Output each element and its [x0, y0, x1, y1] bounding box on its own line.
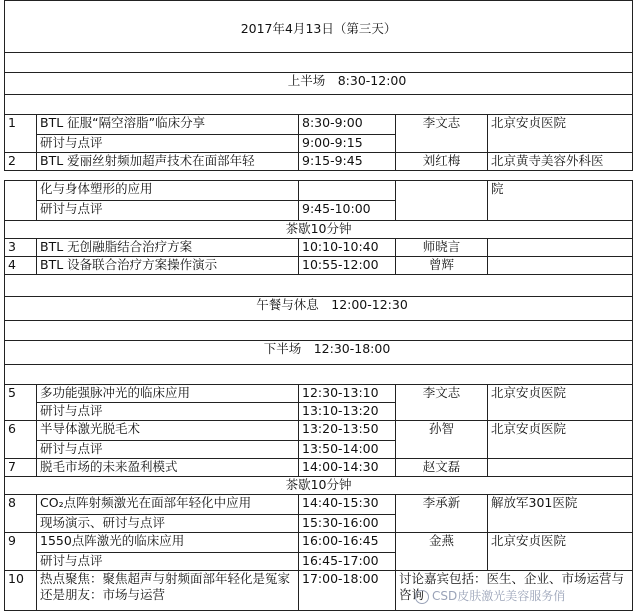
- org-cell: 北京安贞医院: [488, 115, 633, 153]
- time-cell: 9:15-9:45: [299, 153, 396, 171]
- row-number: 9: [5, 533, 37, 553]
- org-cell: [488, 257, 633, 275]
- lunch-break: 午餐与休息 12:00-12:30: [5, 297, 633, 321]
- speaker-cell: 刘红梅: [396, 153, 488, 171]
- time-cell: [299, 181, 396, 201]
- time-cell: 14:00-14:30: [299, 459, 396, 477]
- tea-break-2: 茶歇10分钟: [5, 477, 633, 495]
- row-number: 8: [5, 495, 37, 515]
- org-cell: 北京安贞医院: [488, 385, 633, 421]
- blank-row: [5, 365, 633, 385]
- time-cell: 10:55-12:00: [299, 257, 396, 275]
- time-cell: 8:30-9:00: [299, 115, 396, 135]
- time-cell: 13:50-14:00: [299, 441, 396, 459]
- watermark-text: CSD皮肤激光美容服务俏: [432, 589, 566, 603]
- time-cell: 13:20-13:50: [299, 421, 396, 441]
- morning-session-header: 上半场 8:30-12:00: [5, 73, 633, 95]
- speaker-cell: 孙智: [396, 421, 488, 459]
- time-cell: 9:00-9:15: [299, 135, 396, 153]
- topic-cell: BTL 设备联合治疗方案操作演示: [37, 257, 299, 275]
- time-cell: 10:10-10:40: [299, 239, 396, 257]
- page-gap: [5, 171, 633, 181]
- topic-cell: CO₂点阵射频激光在面部年轻化中应用: [37, 495, 299, 515]
- topic-cell: 热点聚焦：聚焦超声与射频面部年轻化是冤家还是朋友：市场与运营: [37, 571, 299, 611]
- topic-cell: 脱毛市场的未来盈利模式: [37, 459, 299, 477]
- time-cell: 16:00-16:45: [299, 533, 396, 553]
- row-number: 7: [5, 459, 37, 477]
- time-cell: 14:40-15:30: [299, 495, 396, 515]
- time-cell: 9:45-10:00: [299, 201, 396, 221]
- time-cell: 13:10-13:20: [299, 403, 396, 421]
- row-number: [5, 553, 37, 571]
- topic-cell: 研讨与点评: [37, 135, 299, 153]
- speaker-cell: 赵文磊: [396, 459, 488, 477]
- topic-cell: 多功能强脉冲光的临床应用: [37, 385, 299, 403]
- topic-cell: 1550点阵激光的临床应用: [37, 533, 299, 553]
- org-cell: 院: [488, 181, 633, 221]
- topic-cell: BTL 征服“隔空溶脂”临床分享: [37, 115, 299, 135]
- speaker-cell: 师晓言: [396, 239, 488, 257]
- speaker-cell: 李文志: [396, 385, 488, 421]
- speaker-cell: 李文志: [396, 115, 488, 153]
- schedule-sheet: [4, 0, 632, 611]
- time-cell: 17:00-18:00: [299, 571, 396, 611]
- row-number: 4: [5, 257, 37, 275]
- topic-cell: 研讨与点评: [37, 201, 299, 221]
- topic-cell: 现场演示、研讨与点评: [37, 515, 299, 533]
- row-number: 6: [5, 421, 37, 441]
- speaker-cell: 曾辉: [396, 257, 488, 275]
- time-cell: 15:30-16:00: [299, 515, 396, 533]
- org-cell: 解放军301医院: [488, 495, 633, 533]
- row-number: [5, 441, 37, 459]
- blank-row: [5, 275, 633, 297]
- afternoon-session-header: 下半场 12:30-18:00: [5, 341, 633, 365]
- row-number: 5: [5, 385, 37, 403]
- tea-break-1: 茶歇10分钟: [5, 221, 633, 239]
- row-number: 2: [5, 153, 37, 171]
- row-number: 3: [5, 239, 37, 257]
- topic-cell: 半导体激光脱毛术: [37, 421, 299, 441]
- speaker-cell: 讨论嘉宾包括：医生、企业、市场运营与咨询: [396, 571, 633, 611]
- org-cell: 北京安贞医院: [488, 421, 633, 459]
- blank-row: [5, 321, 633, 341]
- time-cell: 16:45-17:00: [299, 553, 396, 571]
- org-cell: 北京安贞医院: [488, 533, 633, 571]
- topic-cell: BTL 爱丽丝射频加超声技术在面部年轻: [37, 153, 299, 171]
- row-number: [5, 201, 37, 221]
- row-number: 1: [5, 115, 37, 135]
- row-number: [5, 135, 37, 153]
- speaker-cell: 李承新: [396, 495, 488, 533]
- topic-cell: 研讨与点评: [37, 441, 299, 459]
- blank-row: [5, 53, 633, 73]
- topic-cell: BTL 无创融脂结合治疗方案: [37, 239, 299, 257]
- topic-cell: 化与身体塑形的应用: [37, 181, 299, 201]
- date-header: 2017年4月13日（第三天）: [5, 21, 633, 53]
- top-blank: [5, 1, 633, 21]
- speaker-cell: 金燕: [396, 533, 488, 571]
- row-number: [5, 181, 37, 201]
- row-number: [5, 515, 37, 533]
- blank-row: [5, 95, 633, 115]
- schedule-table: [4, 0, 633, 611]
- org-cell: [488, 239, 633, 257]
- topic-cell: 研讨与点评: [37, 553, 299, 571]
- time-cell: 12:30-13:10: [299, 385, 396, 403]
- row-number: 10: [5, 571, 37, 611]
- org-cell: [488, 459, 633, 477]
- watermark: [415, 587, 565, 604]
- wechat-icon: [415, 590, 429, 604]
- row-number: [5, 403, 37, 421]
- org-cell: 北京黄寺美容外科医: [488, 153, 633, 171]
- speaker-cell: [396, 181, 488, 221]
- topic-cell: 研讨与点评: [37, 403, 299, 421]
